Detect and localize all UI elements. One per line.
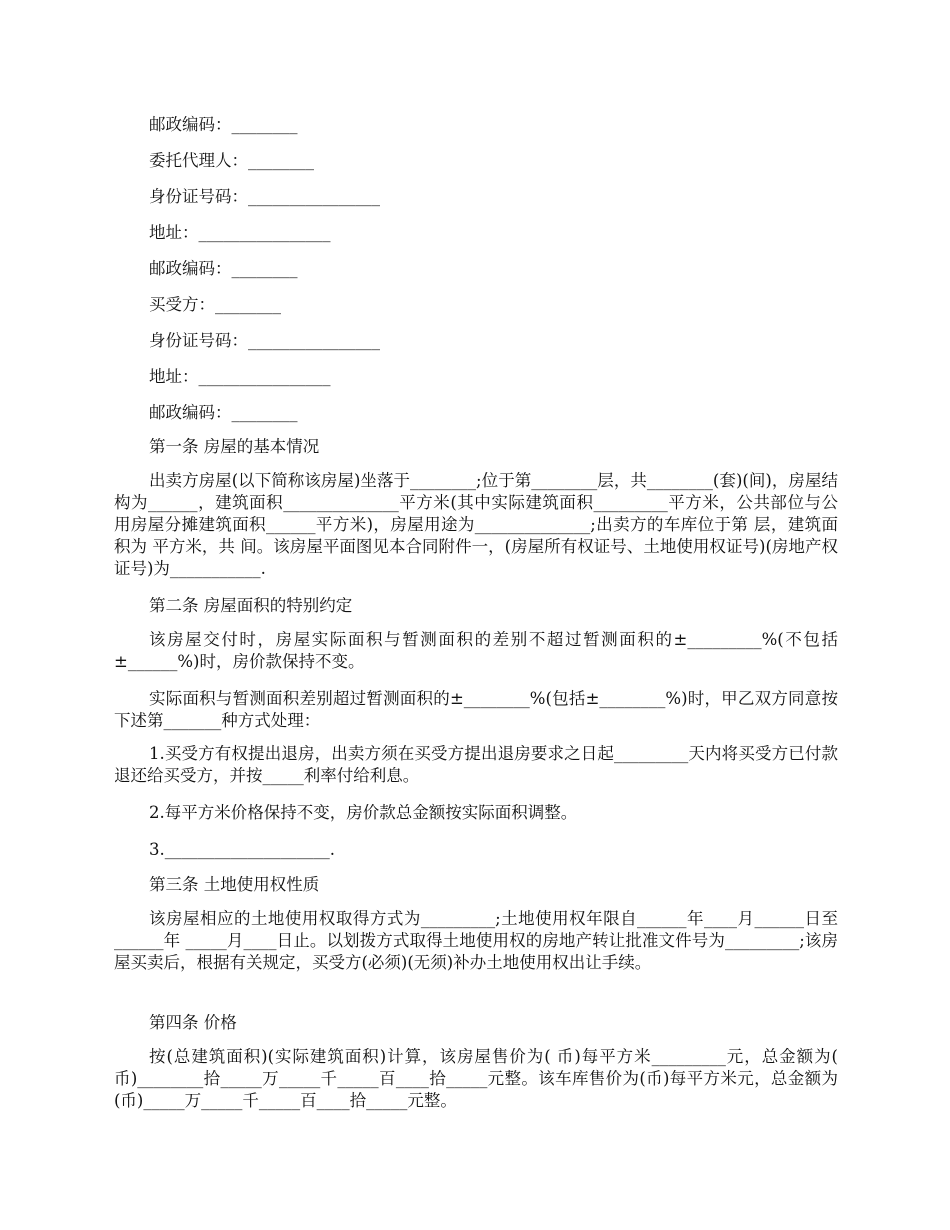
article3-text: 该房屋相应的土地使用权取得方式为_________;土地使用权年限自______年____月______日至______年 _____月____日止。以划拨方式取得土地使用权的房地产转让批准文件号为_________;该房屋买卖后，根据有关规定，买受方(必须)(无须)补办土地使用权出让手续。 — [114, 909, 838, 972]
agent-id-number: 身份证号码：________________ — [149, 187, 380, 206]
buyer-field: 买受方：________ — [149, 295, 281, 314]
article3-heading: 第三条 土地使用权性质 — [149, 875, 320, 894]
article3-body — [114, 908, 838, 974]
article2-para2 — [114, 688, 838, 732]
article2-item2: 2.每平方米价格保持不变，房价款总金额按实际面积调整。 — [149, 803, 578, 822]
article4-heading: 第四条 价格 — [149, 1013, 237, 1032]
article2-item1 — [114, 743, 838, 787]
buyer-address: 地址：________________ — [149, 367, 331, 386]
agent-postal-code: 邮政编码：________ — [149, 259, 298, 278]
article1-heading: 第一条 房屋的基本情况 — [149, 437, 320, 456]
article2-para2-text: 实际面积与暂测面积差别超过暂测面积的±________%(包括±________%)时，甲乙双方同意按下述第_______种方式处理： — [114, 689, 838, 730]
article2-item3: 3.____________________. — [149, 840, 335, 859]
article1-text: 出卖方房屋(以下简称该房屋)坐落于________;位于第________层，共________(套)(间)，房屋结构为______，建筑面积______________平方米(其中实际建筑面积_________平方米，公共部位与公用房屋分摊建筑面积______平方米)，房屋用途为______________;出卖方的车库位于第 层，建筑面积为 平方米，共 间。该房屋平面图见本合同附件一，(房屋所有权证号、土地使用权证号)(房地产权证号)为___________. — [114, 471, 838, 578]
article4-text: 按(总建筑面积)(实际建筑面积)计算，该房屋售价为( 币)每平方米_________元，总金额为( 币)________拾_____万_____千_____百____拾_____元整。该车库售价为(币)每平方米元，总金额为(币)_____万_____千_____百____拾_____元整。 — [114, 1047, 838, 1110]
article2-para1-text: 该房屋交付时，房屋实际面积与暂测面积的差别不超过暂测面积的±_________%(不包括±______%)时，房价款保持不变。 — [114, 630, 838, 671]
article2-para1 — [114, 629, 838, 673]
article4-body — [114, 1046, 838, 1112]
article2-item1-text: 1.买受方有权提出退房，出卖方须在买受方提出退房要求之日起_________天内将买受方已付款退还给买受方，并按_____利率付给利息。 — [114, 744, 838, 785]
seller-postal-code: 邮政编码：________ — [149, 115, 298, 134]
buyer-id-number: 身份证号码：________________ — [149, 331, 380, 350]
article1-body — [114, 470, 838, 580]
buyer-postal-code: 邮政编码：________ — [149, 403, 298, 422]
article2-heading: 第二条 房屋面积的特别约定 — [149, 596, 353, 615]
agent-field: 委托代理人：________ — [149, 151, 314, 170]
agent-address: 地址：________________ — [149, 223, 331, 242]
